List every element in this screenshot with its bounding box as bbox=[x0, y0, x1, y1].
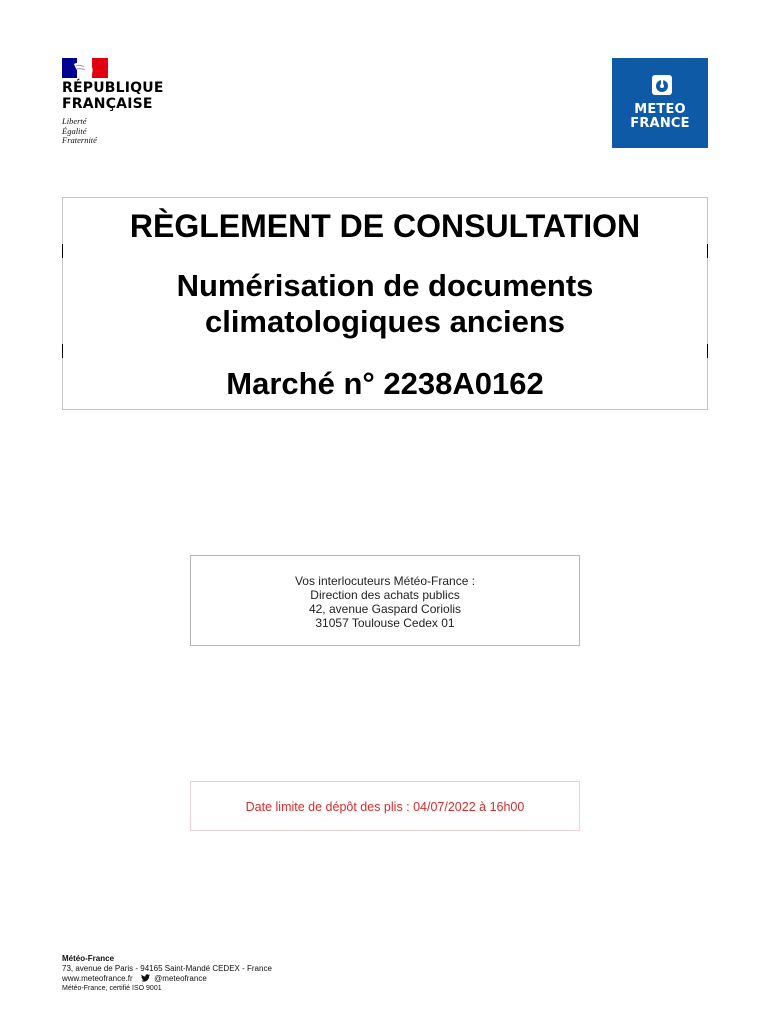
meteo-logo-line2: FRANCE bbox=[630, 116, 690, 131]
document-title: RÈGLEMENT DE CONSULTATION bbox=[129, 208, 641, 244]
box-tick-mark bbox=[62, 344, 63, 358]
twitter-icon bbox=[141, 974, 150, 982]
box-tick-mark bbox=[707, 244, 708, 258]
contact-street: 42, avenue Gaspard Coriolis bbox=[308, 602, 462, 616]
marianne-icon bbox=[62, 58, 108, 78]
contact-city: 31057 Toulouse Cedex 01 bbox=[315, 616, 455, 630]
subtitle-line1: Numérisation de documents bbox=[176, 268, 594, 303]
footer-web-line bbox=[62, 974, 272, 984]
motto-liberte: Liberté bbox=[62, 116, 87, 126]
republique-line1: RÉPUBLIQUE bbox=[62, 80, 164, 96]
footer-org: Météo-France bbox=[62, 954, 115, 963]
box-tick-mark bbox=[707, 344, 708, 358]
contact-heading: Vos interlocuteurs Météo-France : bbox=[294, 574, 476, 588]
contact-department: Direction des achats publics bbox=[310, 588, 460, 602]
meteo-france-logo bbox=[612, 58, 708, 148]
title-box bbox=[62, 197, 708, 410]
contact-box bbox=[190, 555, 580, 646]
deadline-text: Date limite de dépôt des plis : 04/07/2022 à 16h00 bbox=[245, 800, 525, 814]
republique-francaise-logo bbox=[62, 58, 202, 146]
page-footer bbox=[62, 954, 272, 994]
subtitle-line2: climatologiques anciens bbox=[204, 304, 566, 339]
document-subtitle bbox=[63, 268, 707, 340]
meteo-france-emblem-icon bbox=[651, 74, 673, 96]
box-tick-mark bbox=[62, 244, 63, 258]
republique-line2: FRANÇAISE bbox=[62, 96, 153, 112]
meteo-logo-line1: METEO bbox=[634, 102, 686, 117]
meteo-france-wordmark bbox=[612, 103, 708, 131]
motto-egalite: Égalité bbox=[62, 125, 87, 136]
footer-website-link[interactable]: www.meteofrance.fr bbox=[62, 974, 133, 983]
footer-certification: Météo-France, certifié ISO 9001 bbox=[62, 985, 162, 992]
republique-motto bbox=[62, 117, 202, 146]
footer-twitter-link[interactable]: @meteofrance bbox=[154, 974, 207, 983]
deadline-box bbox=[190, 781, 580, 831]
footer-address: 73, avenue de Paris - 94165 Saint-Mandé CEDEX - France bbox=[62, 964, 272, 973]
motto-fraternite: Fraternité bbox=[62, 135, 97, 145]
marche-number: Marché n° 2238A0162 bbox=[226, 366, 544, 401]
republique-name bbox=[62, 80, 202, 112]
